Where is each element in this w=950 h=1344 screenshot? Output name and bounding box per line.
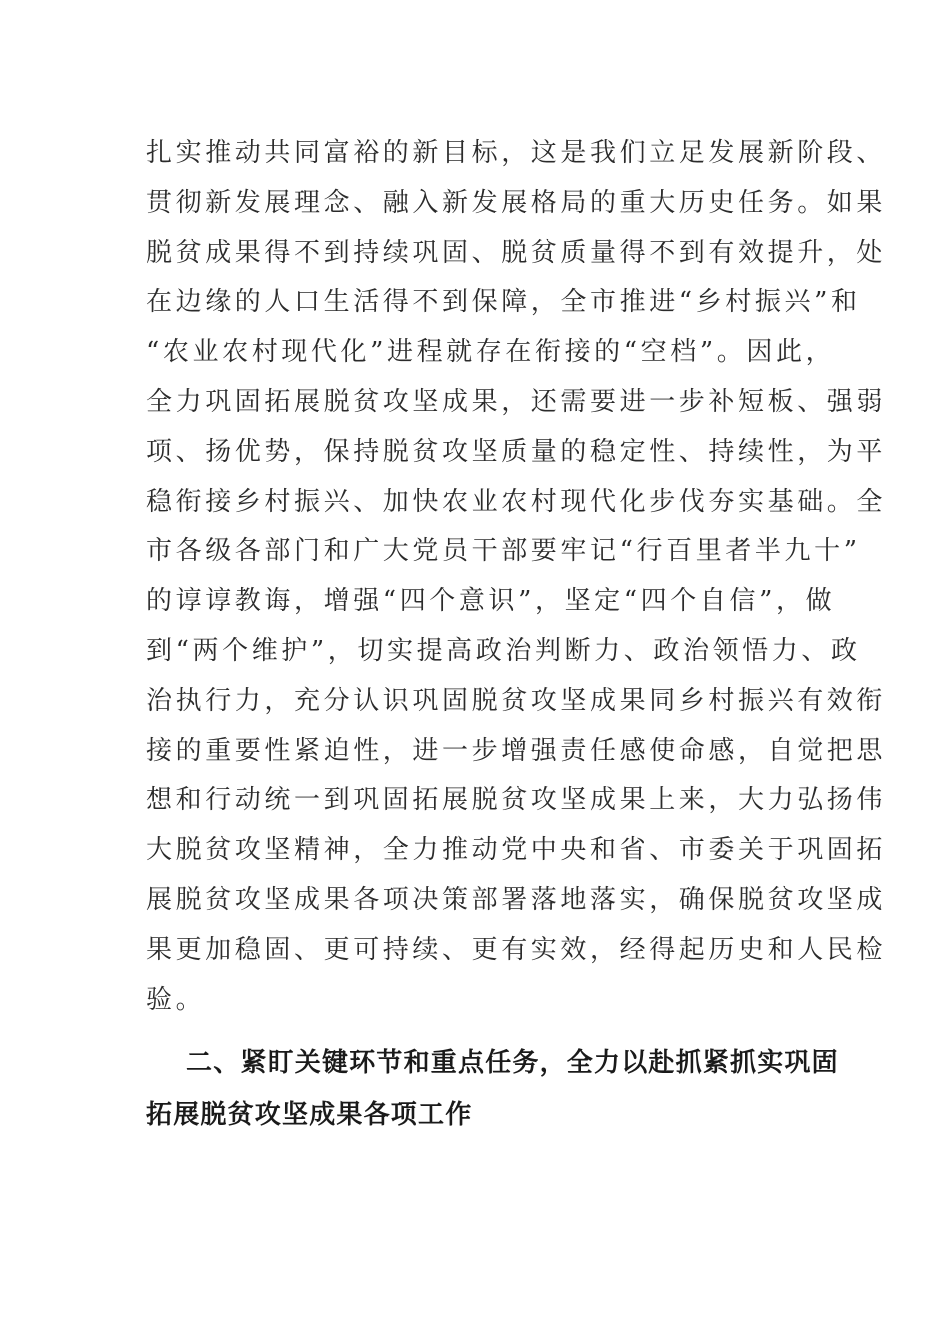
paragraph-line: 治执行力，充分认识巩固脱贫攻坚成果同乡村振兴有效衔 bbox=[146, 685, 887, 716]
paragraph-line: 全力巩固拓展脱贫攻坚成果，还需要进一步补短板、强弱 bbox=[146, 386, 887, 417]
paragraph-line: 到“两个维护”，切实提高政治判断力、政治领悟力、政 bbox=[146, 635, 861, 666]
paragraph-line: 展脱贫攻坚成果各项决策部署落地落实，确保脱贫攻坚成 bbox=[146, 884, 887, 915]
section-heading-line: 拓展脱贫攻坚成果各项工作 bbox=[146, 1100, 473, 1130]
paragraph-line: 扎实推动共同富裕的新目标，这是我们立足发展新阶段、 bbox=[146, 138, 887, 168]
section-heading bbox=[146, 1037, 839, 1141]
paragraph-line: 想和行动统一到巩固拓展脱贫攻坚成果上来，大力弘扬伟 bbox=[146, 785, 887, 816]
paragraph-line: 大脱贫攻坚精神，全力推动党中央和省、市委关于巩固拓 bbox=[146, 835, 887, 866]
paragraph-line: 项、扬优势，保持脱贫攻坚质量的稳定性、持续性，为平 bbox=[146, 436, 887, 467]
paragraph-line: 接的重要性紧迫性，进一步增强责任感使命感，自觉把思 bbox=[146, 735, 887, 766]
paragraph-line: 贯彻新发展理念、融入新发展格局的重大历史任务。如果 bbox=[146, 187, 887, 218]
paragraph-line: 的谆谆教诲，增强“四个意识”，坚定“四个自信”，做 bbox=[146, 586, 836, 617]
section-heading-line: 二、紧盯关键环节和重点任务，全力以赴抓紧抓实巩固 bbox=[186, 1048, 839, 1078]
paragraph-line: 果更加稳固、更可持续、更有实效，经得起历史和人民检 bbox=[146, 934, 887, 965]
paragraph-line: 在边缘的人口生活得不到保障，全市推进“乡村振兴”和 bbox=[146, 287, 861, 318]
paragraph-line: “农业农村现代化”进程就存在衔接的“空档”。因此， bbox=[146, 337, 836, 368]
body-paragraph bbox=[146, 129, 887, 1025]
paragraph-line: 市各级各部门和广大党员干部要牢记“行百里者半九十” bbox=[146, 536, 861, 567]
paragraph-line: 稳衔接乡村振兴、加快农业农村现代化步伐夯实基础。全 bbox=[146, 486, 887, 517]
paragraph-line: 验。 bbox=[146, 984, 206, 1015]
paragraph-line: 脱贫成果得不到持续巩固、脱贫质量得不到有效提升，处 bbox=[146, 237, 887, 268]
